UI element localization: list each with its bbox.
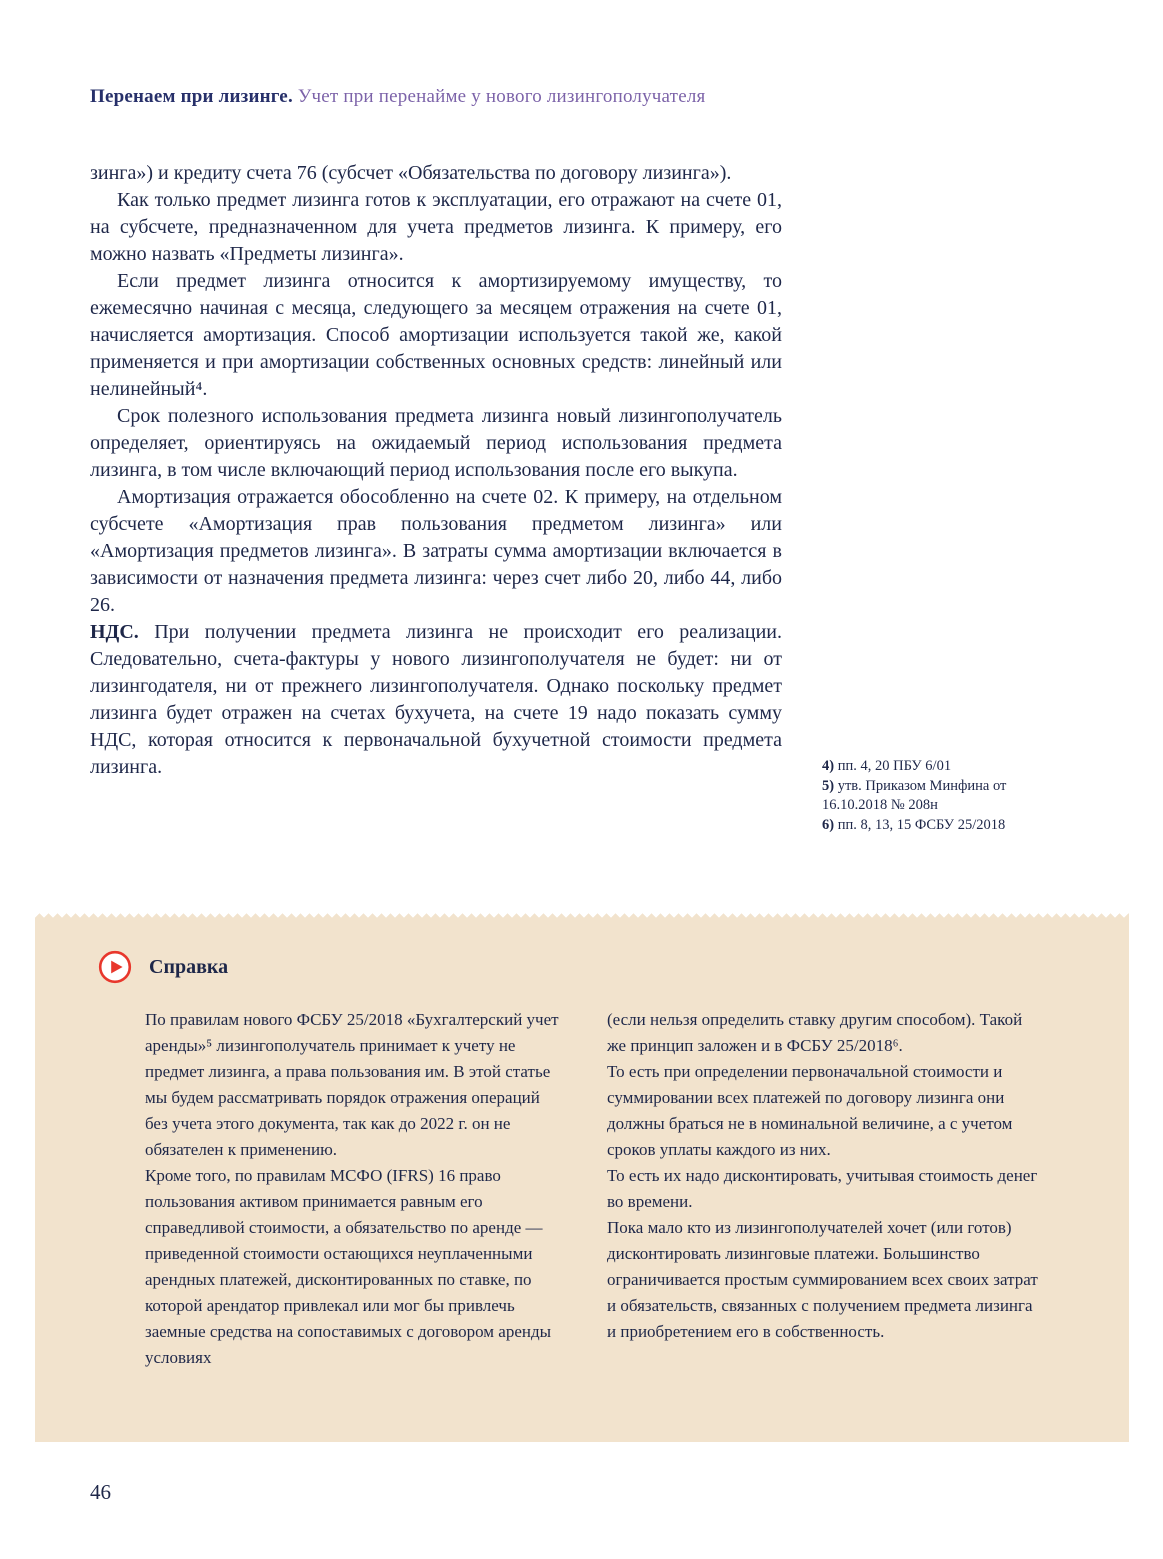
article-body	[90, 160, 782, 781]
reference-box	[35, 913, 1129, 1442]
footnotes	[822, 757, 1037, 835]
reference-box-right-column	[607, 1007, 1045, 1371]
reference-box-title: Справка	[149, 955, 229, 978]
article-paragraph: Амортизация отражается обособленно на счете 02. К примеру, на отдельном субсчете «Амортизация прав пользования предметом лизинга» или «Амортизация предметов лизинга». В затраты сумма амортизации включается в зависимости от назначения предмета лизинга: через счет либо 20, либо 44, либо 26.	[90, 486, 782, 616]
page-number: 46	[90, 1480, 111, 1504]
reference-paragraph: Кроме того, по правилам МСФО (IFRS) 16 право пользования активом принимается равным его справедливой стоимости, а обязательство по аренде — приведенной стоимости остающихся неуплаченными арендных платежей, дисконтированных по ставке, по которой арендатор привлекал или мог бы привлечь заемные средства на сопоставимых с договором аренды условиях	[145, 1166, 552, 1367]
article-paragraph: Если предмет лизинга относится к амортизируемому имуществу, то ежемесячно начиная с месяца, следующего за месяцем отражения на счете 01, начисляется амортизация. Способ амортизации используется такой же, какой применяется и при амортизации собственных основных средств: линейный или нелинейный⁴.	[90, 270, 782, 400]
article-paragraph: НДС. При получении предмета лизинга не происходит его реализации. Следовательно, счета-фактуры у нового лизингополучателя не будет: ни от лизингодателя, ни от прежнего лизингополучателя. Однако поскольку предмет лизинга будет отражен на счетах бухучета, на счете 19 надо показать сумму НДС, которая относится к первоначальной бухучетной стоимости предмета лизинга.	[90, 621, 782, 778]
paragraph-lead: НДС.	[90, 621, 155, 643]
article-paragraph: Как только предмет лизинга готов к эксплуатации, его отражают на счете 01, на субсчете, предназначенном для учета предметов лизинга. К примеру, его можно назвать «Предметы лизинга».	[90, 189, 782, 265]
footnote-number: 4)	[822, 758, 838, 774]
reference-box-left-column	[145, 1007, 559, 1371]
running-head-section: Перенаем при лизинге.	[90, 86, 293, 107]
reference-box-columns	[35, 984, 1129, 1371]
footnote-number: 5)	[822, 777, 838, 794]
footnote-number: 6)	[822, 816, 838, 833]
reference-paragraph: Пока мало кто из лизингополучателей хочет (или готов) дисконтировать лизинговые платежи. Большинство ограничивается простым суммированием всех своих затрат и обязательств, связанных с получением предмета лизинга и приобретением его в собственность.	[607, 1218, 1038, 1341]
play-icon	[98, 950, 132, 984]
footnote: 4) пп. 4, 20 ПБУ 6/01	[822, 758, 952, 774]
footnote: 5) утв. Приказом Минфина от 16.10.2018 № 208н	[822, 777, 1007, 813]
article-paragraph: Срок полезного использования предмета лизинга новый лизингополучатель определяет, ориентируясь на ожидаемый период использования предмета лизинга, в том числе включающий период использования после его выкупа.	[90, 405, 782, 481]
running-head-subtitle: Учет при перенайме у нового лизингополучателя	[297, 86, 706, 107]
running-head	[90, 86, 705, 108]
reference-box-header	[35, 913, 1129, 984]
reference-paragraph: (если нельзя определить ставку другим способом). Такой же принцип заложен и в ФСБУ 25/2018⁶.	[607, 1010, 1023, 1055]
footnote: 6) пп. 8, 13, 15 ФСБУ 25/2018	[822, 816, 1006, 833]
article-paragraph: зинга») и кредиту счета 76 (субсчет «Обязательства по договору лизинга»).	[90, 162, 732, 184]
reference-paragraph: По правилам нового ФСБУ 25/2018 «Бухгалтерский учет аренды»⁵ лизингополучатель принимает к учету не предмет лизинга, а права пользования им. В этой статье мы будем рассматривать порядок отражения операций без учета этого документа, так как до 2022 г. он не обязателен к применению.	[145, 1010, 559, 1159]
reference-paragraph: То есть их надо дисконтировать, учитывая стоимость денег во времени.	[607, 1166, 1038, 1211]
reference-paragraph: То есть при определении первоначальной стоимости и суммировании всех платежей по договору лизинга они должны браться не в номинальной величине, а с учетом сроков уплаты каждого из них.	[607, 1062, 1013, 1159]
